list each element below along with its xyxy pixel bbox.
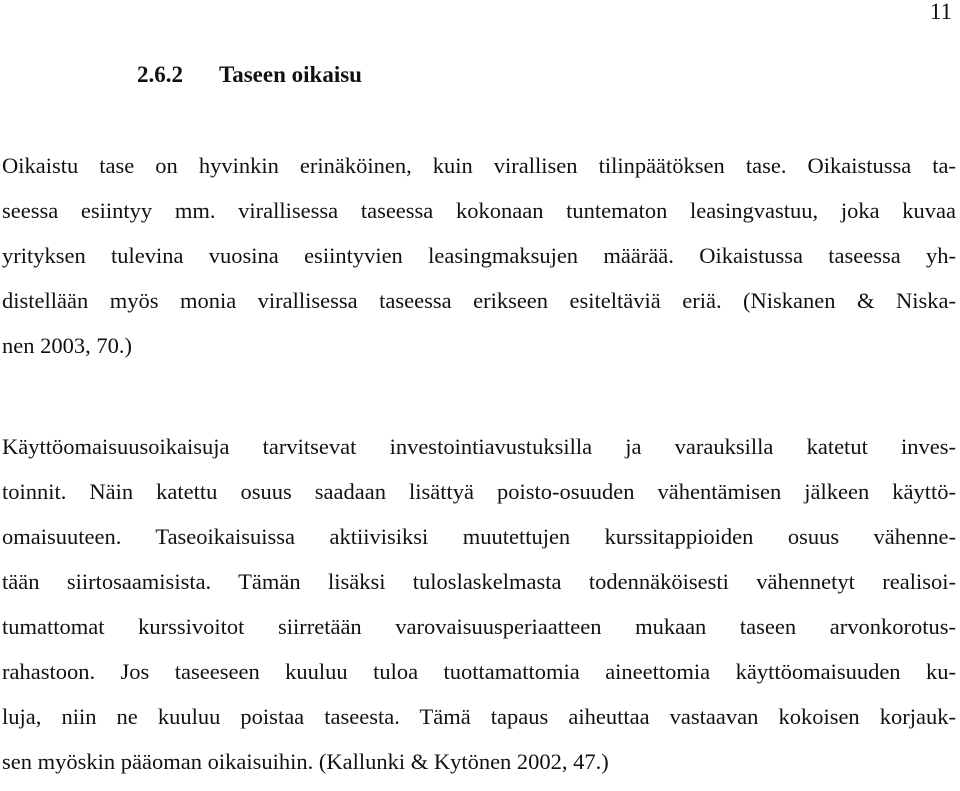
- paragraph-fixed-asset-adjustments: [2, 424, 956, 784]
- text-line: luja, niin ne kuuluu poistaa taseesta. Tämä tapaus aiheuttaa vastaavan kokoisen korjauk-: [2, 704, 956, 729]
- text-line: seessa esiintyy mm. virallisessa taseessa kokonaan tuntematon leasingvastuu, joka kuvaa: [2, 198, 956, 223]
- paragraph-adjusted-balance-sheet: [2, 143, 956, 368]
- text-line: yrityksen tulevina vuosina esiintyvien leasingmaksujen määrää. Oikaistussa taseessa yh-: [2, 243, 956, 268]
- page-number: 11: [929, 0, 952, 24]
- text-line: distellään myös monia virallisessa taseessa erikseen esiteltäviä eriä. (Niskanen & Niska-: [2, 288, 956, 313]
- section-title: Taseen oikaisu: [219, 62, 362, 87]
- text-line: Oikaistu tase on hyvinkin erinäköinen, kuin virallisen tilinpäätöksen tase. Oikaistussa ta-: [2, 153, 956, 178]
- section-number: 2.6.2: [137, 62, 183, 87]
- text-line: toinnit. Näin katettu osuus saadaan lisättyä poisto-osuuden vähentämisen jälkeen käyttö-: [2, 479, 956, 504]
- text-line: rahastoon. Jos taseeseen kuuluu tuloa tuottamattomia aineettomia käyttöomaisuuden ku-: [2, 659, 956, 684]
- text-line: sen myöskin pääoman oikaisuihin. (Kallunki & Kytönen 2002, 47.): [2, 749, 609, 774]
- text-line: nen 2003, 70.): [2, 333, 132, 358]
- text-line: tumattomat kurssivoitot siirretään varovaisuusperiaatteen mukaan taseen arvonkorotus-: [2, 614, 956, 639]
- text-line: tään siirtosaamisista. Tämän lisäksi tuloslaskelmasta todennäköisesti vähennetyt realisoi-: [2, 569, 956, 594]
- text-line: omaisuuteen. Taseoikaisuissa aktiivisiksi muutettujen kurssitappioiden osuus vähenne-: [2, 524, 956, 549]
- section-heading: [137, 60, 362, 90]
- text-line: Käyttöomaisuusoikaisuja tarvitsevat investointiavustuksilla ja varauksilla katetut inves-: [2, 434, 956, 459]
